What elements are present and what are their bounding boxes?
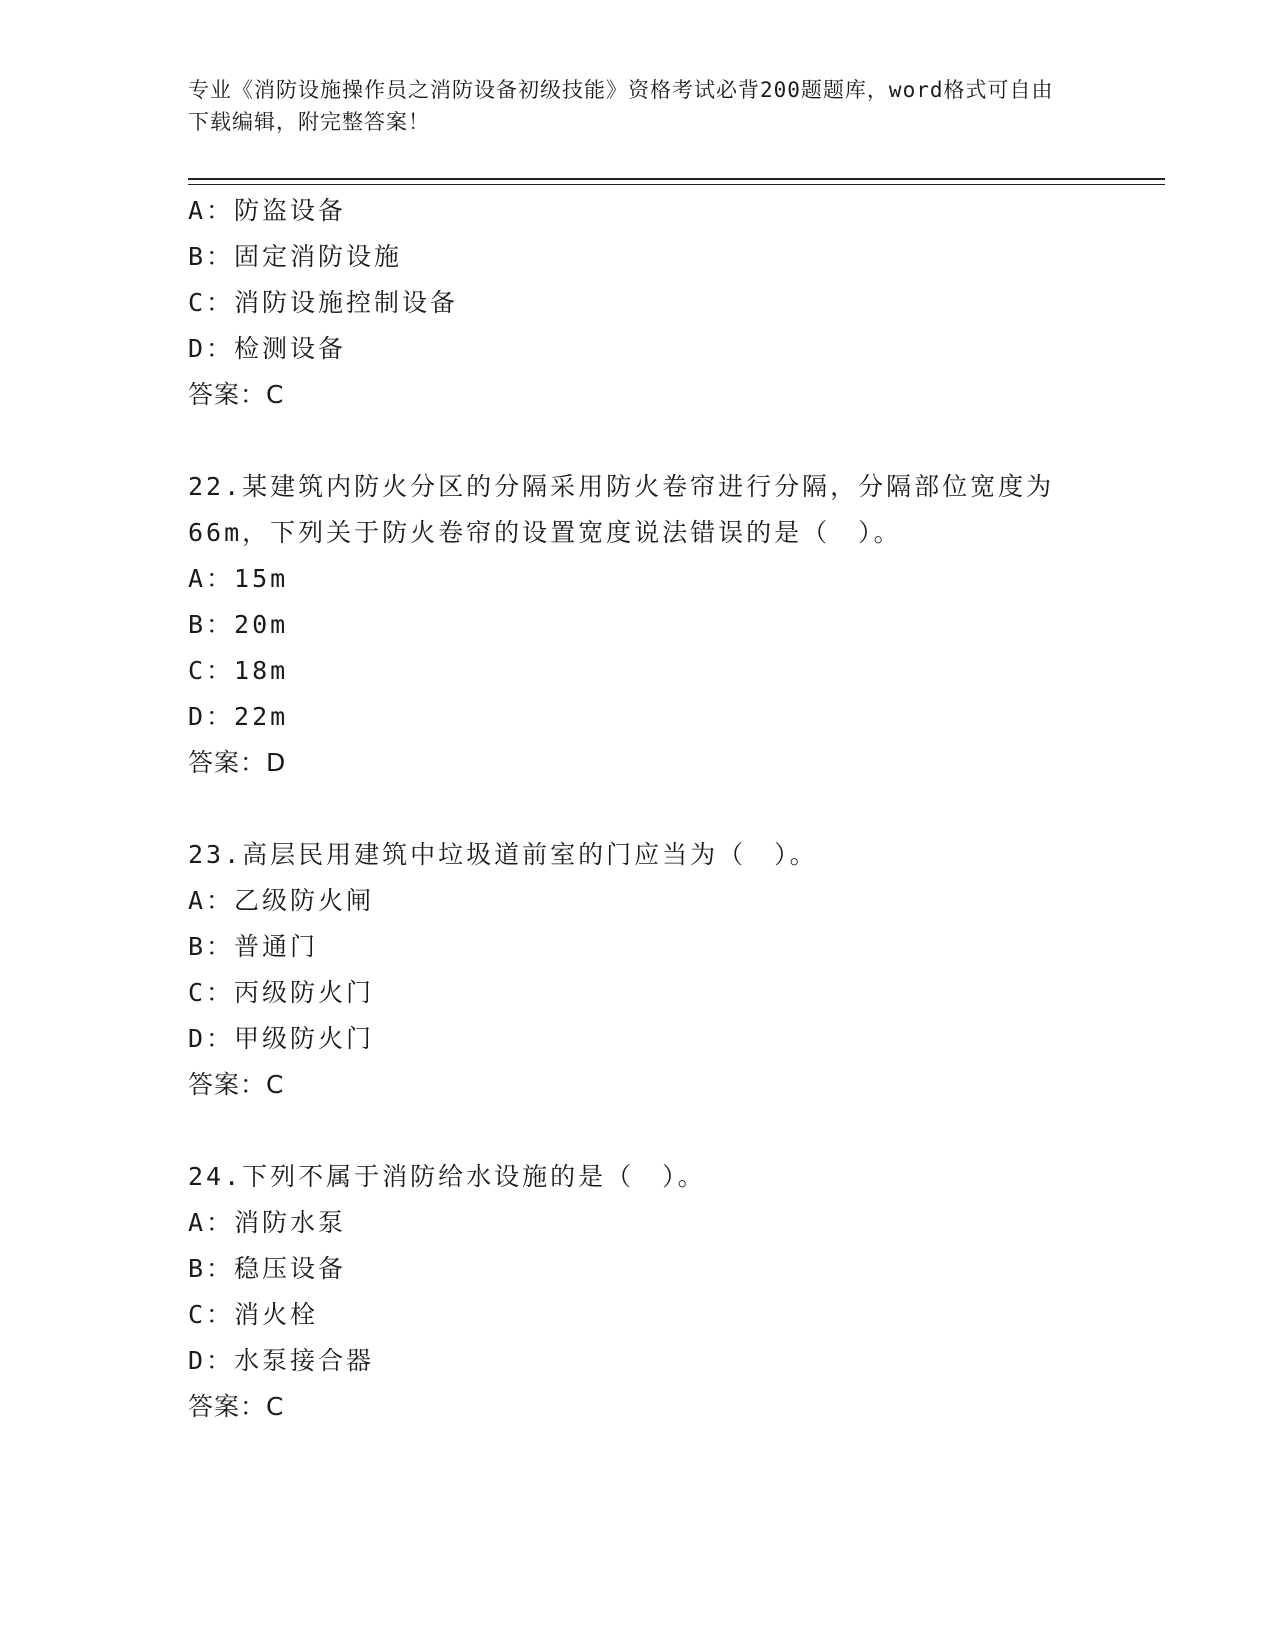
option-a: A：15m — [188, 564, 289, 593]
header-rule-thin — [188, 184, 1165, 185]
option-c: C：消防设施控制设备 — [188, 288, 459, 317]
answer: 答案：C — [188, 380, 285, 409]
question-block-24 — [188, 1154, 1148, 1430]
option-c: C：丙级防火门 — [188, 978, 375, 1007]
option-b: B：普通门 — [188, 932, 319, 961]
option-d: D：检测设备 — [188, 334, 347, 363]
option-b: B：稳压设备 — [188, 1254, 347, 1283]
question-text: 22.某建筑内防火分区的分隔采用防火卷帘进行分隔，分隔部位宽度为 — [188, 472, 1055, 501]
question-text-continued: 66m，下列关于防火卷帘的设置宽度说法错误的是（ ）。 — [188, 518, 902, 547]
option-b: B：固定消防设施 — [188, 242, 403, 271]
answer: 答案：C — [188, 1070, 285, 1099]
option-d: D：甲级防火门 — [188, 1024, 375, 1053]
question-block-22 — [188, 464, 1148, 786]
option-a: A：消防水泵 — [188, 1208, 347, 1237]
document-header: 专业《消防设施操作员之消防设备初级技能》资格考试必背200题题库，word格式可自由下载编辑，附完整答案！ — [188, 78, 1054, 134]
option-c: C：18m — [188, 656, 289, 685]
answer: 答案：D — [188, 748, 287, 777]
option-d: D：22m — [188, 702, 289, 731]
option-a: A：防盗设备 — [188, 196, 347, 225]
header-rule-thick — [188, 178, 1165, 180]
question-content — [188, 188, 1148, 1430]
question-block-23 — [188, 832, 1148, 1108]
question-text: 23.高层民用建筑中垃圾道前室的门应当为（ ）。 — [188, 840, 818, 869]
question-text: 24.下列不属于消防给水设施的是（ ）。 — [188, 1162, 706, 1191]
option-c: C：消火栓 — [188, 1300, 319, 1329]
option-a: A：乙级防火闸 — [188, 886, 375, 915]
question-block-partial — [188, 188, 1148, 418]
option-d: D：水泵接合器 — [188, 1346, 375, 1375]
option-b: B：20m — [188, 610, 289, 639]
answer: 答案：C — [188, 1392, 285, 1421]
